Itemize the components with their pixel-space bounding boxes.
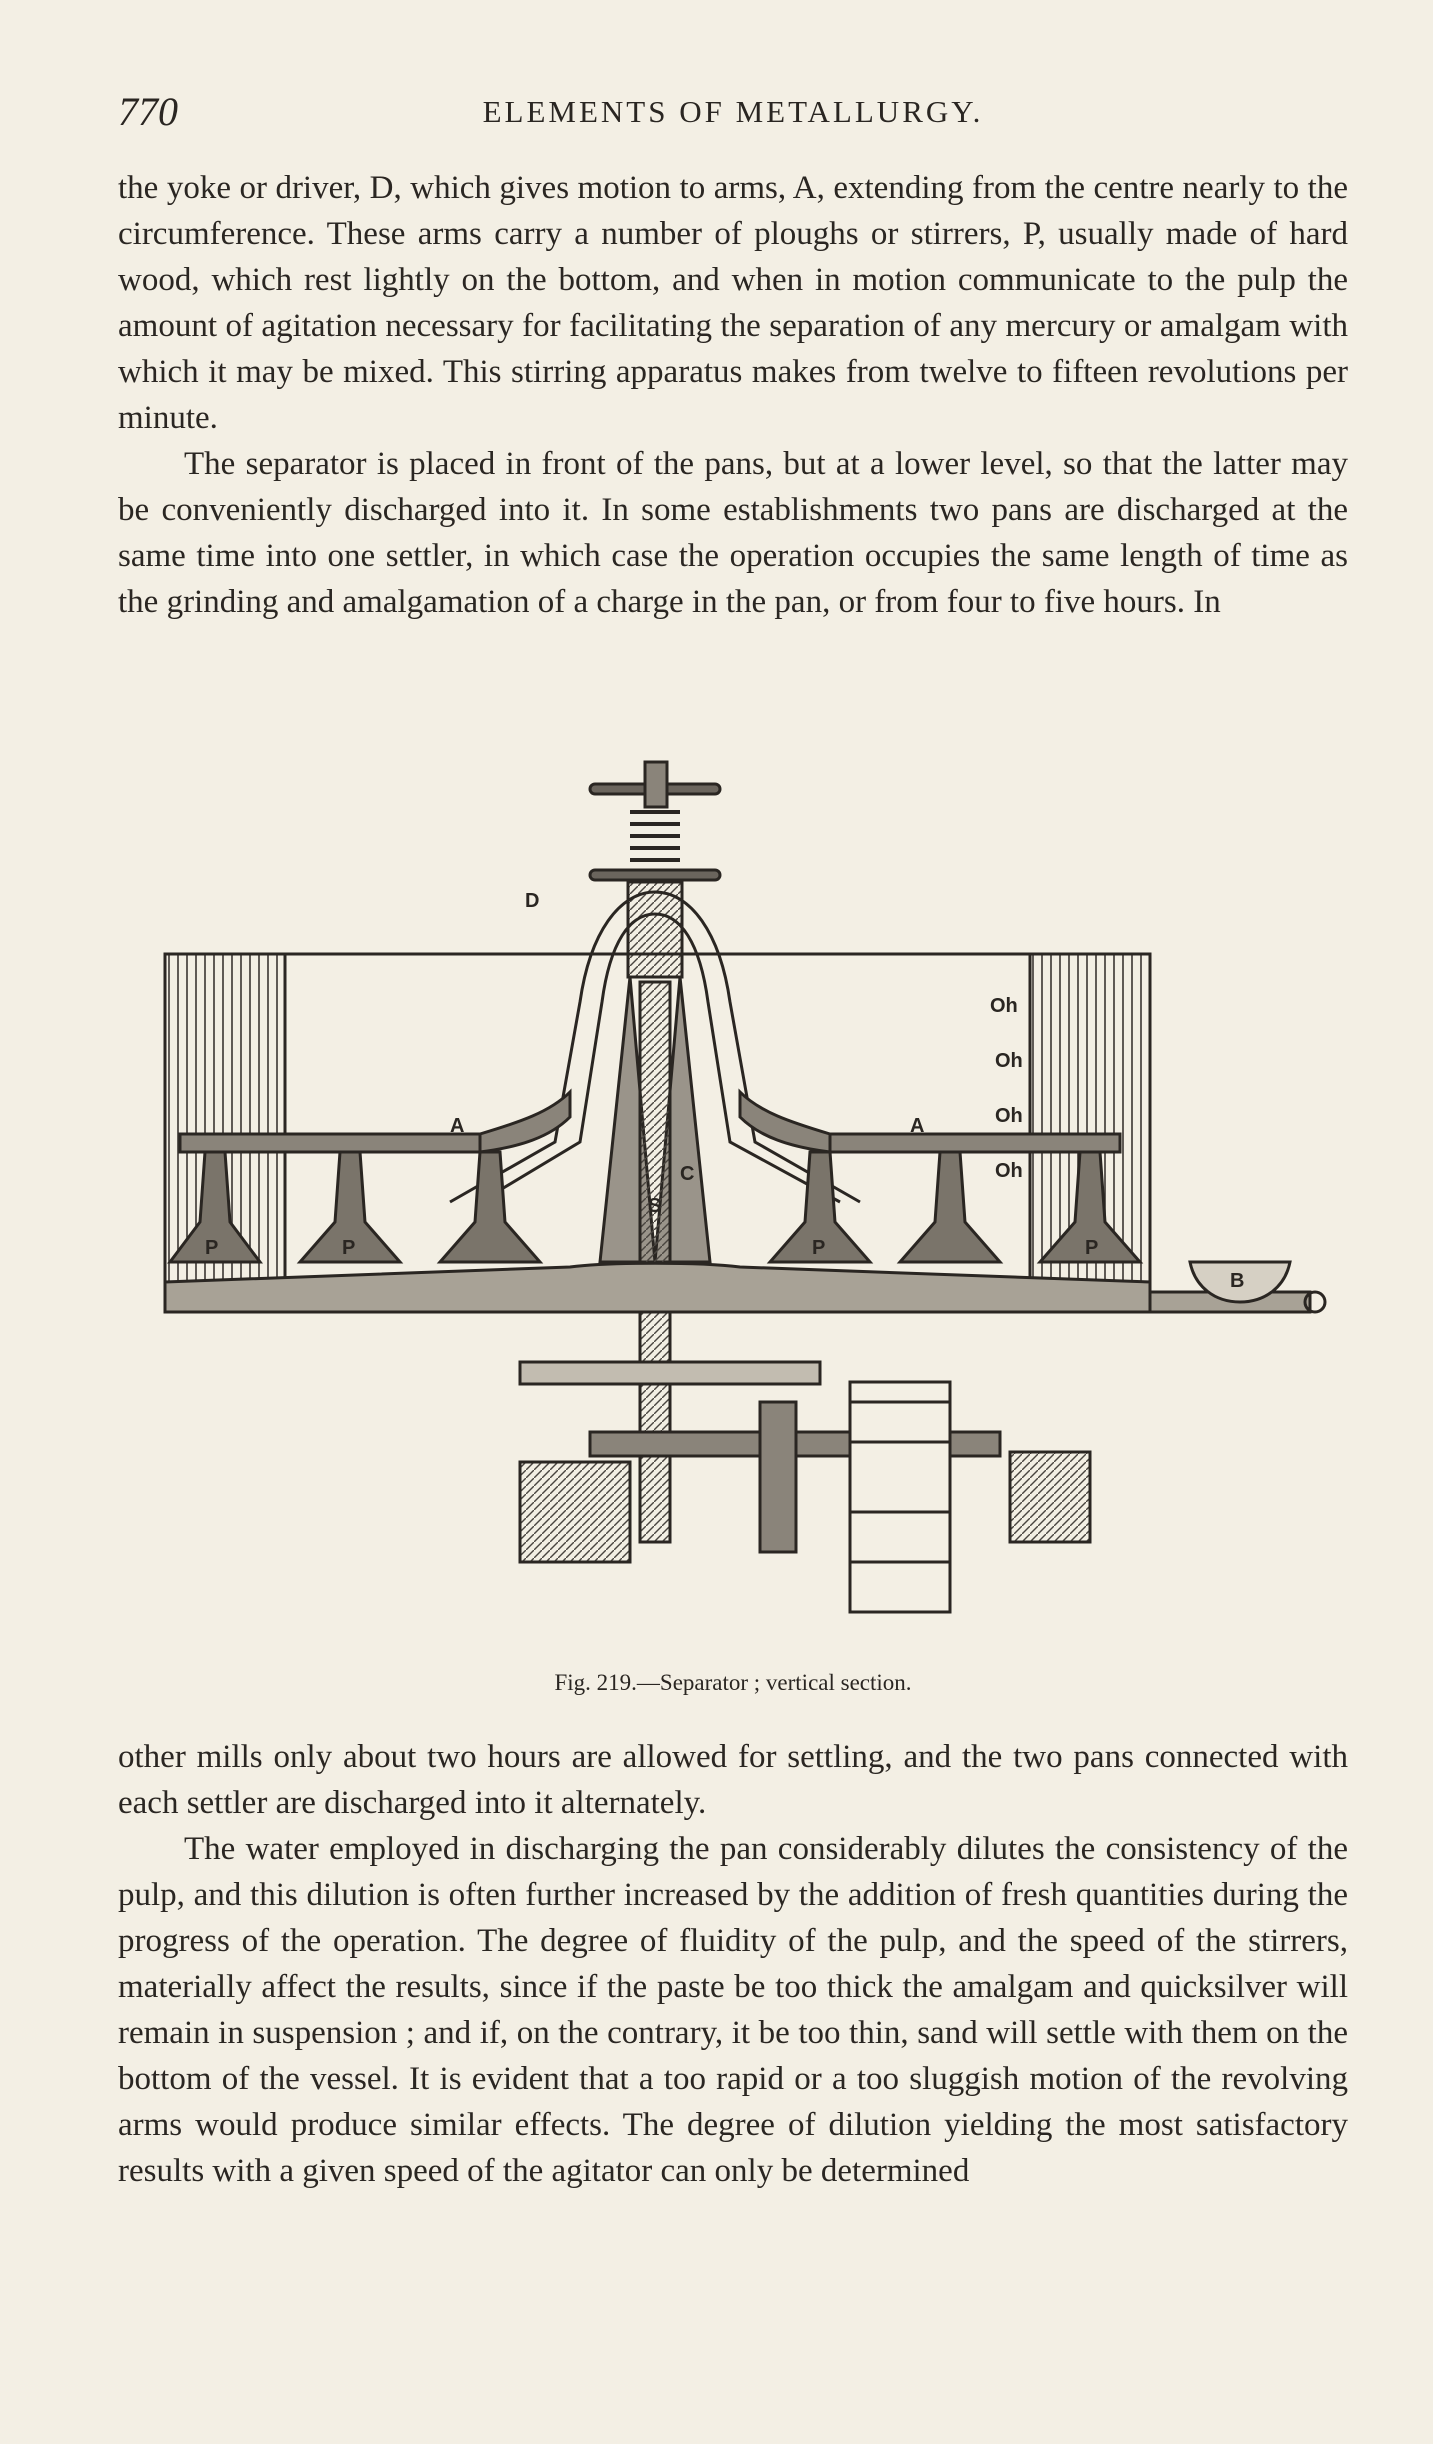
- figure-separator-section: [150, 742, 1330, 1672]
- label-p-1: P: [205, 1237, 219, 1259]
- label-oh-3: Oh: [995, 1105, 1023, 1127]
- top-text-block: [118, 165, 1348, 625]
- running-head: ELEMENTS OF METALLURGY.: [482, 94, 984, 129]
- paragraph-separator-placement: The separator is placed in front of the pans, but at a lower level, so that the latter may be conveniently discharged into it. In some establishments two pans are discharged at the same time into one settler, in which case the operation occupies the same length of time as the grinding and amalgamation of a charge in the pan, or from four to five hours. In: [118, 446, 1348, 620]
- tank-bottom: [165, 1263, 1150, 1312]
- gearing: [520, 1362, 1090, 1612]
- paragraph-water-dilution: The water employed in discharging the pan considerably dilutes the consistency of the pulp, and this dilution is often further increased by the addition of fresh quantities during the progress of the operation. The degree of fluidity of the pulp, and the speed of the stirrers, materially affect the results, since if the paste be too thick the amalgam and quicksilver will remain in suspension ; and if, on the contrary, it be too thin, sand will settle with them on the bottom of the vessel. It is evident that a too rapid or a too sluggish motion of the revolving arms would produce similar effects. The degree of dilution yielding the most satisfactory results with a given speed of the agitator can only be determined: [118, 1831, 1348, 2189]
- label-b: B: [1230, 1270, 1245, 1292]
- paragraph-continued: the yoke or driver, D, which gives motion to arms, A, extending from the centre nearly to the circumference. These arms carry a number of ploughs or stirrers, P, usually made of hard wood, which rest lightly on the bottom, and when in motion communicate to the pulp the amount of agitation necessary for facilitating the separation of any mercury or amalgam with which it may be mixed. This stirring apparatus makes from twelve to fifteen revolutions per minute.: [118, 170, 1348, 436]
- separator-engraving: [150, 742, 1330, 1672]
- label-p-4: P: [1085, 1237, 1099, 1259]
- label-a-right: A: [910, 1115, 925, 1137]
- label-a-left: A: [450, 1115, 465, 1137]
- paragraph-other-mills: other mills only about two hours are allowed for settling, and the two pans connected with each settler are discharged into it alternately.: [118, 1739, 1348, 1821]
- page-number: 770: [118, 89, 178, 134]
- label-oh-1: Oh: [990, 995, 1018, 1017]
- label-c: C: [680, 1163, 695, 1185]
- label-p-2: P: [342, 1237, 356, 1259]
- label-oh-2: Oh: [995, 1050, 1023, 1072]
- label-s: S: [648, 1195, 662, 1217]
- label-d: D: [525, 890, 540, 912]
- screw-assembly: [590, 762, 720, 977]
- bottom-text-block: [118, 1734, 1348, 2194]
- page-header: [118, 88, 1348, 148]
- figure-caption: Fig. 219.—Separator ; vertical section.: [554, 1670, 912, 1695]
- label-p-3: P: [812, 1237, 826, 1259]
- label-oh-4: Oh: [995, 1160, 1023, 1182]
